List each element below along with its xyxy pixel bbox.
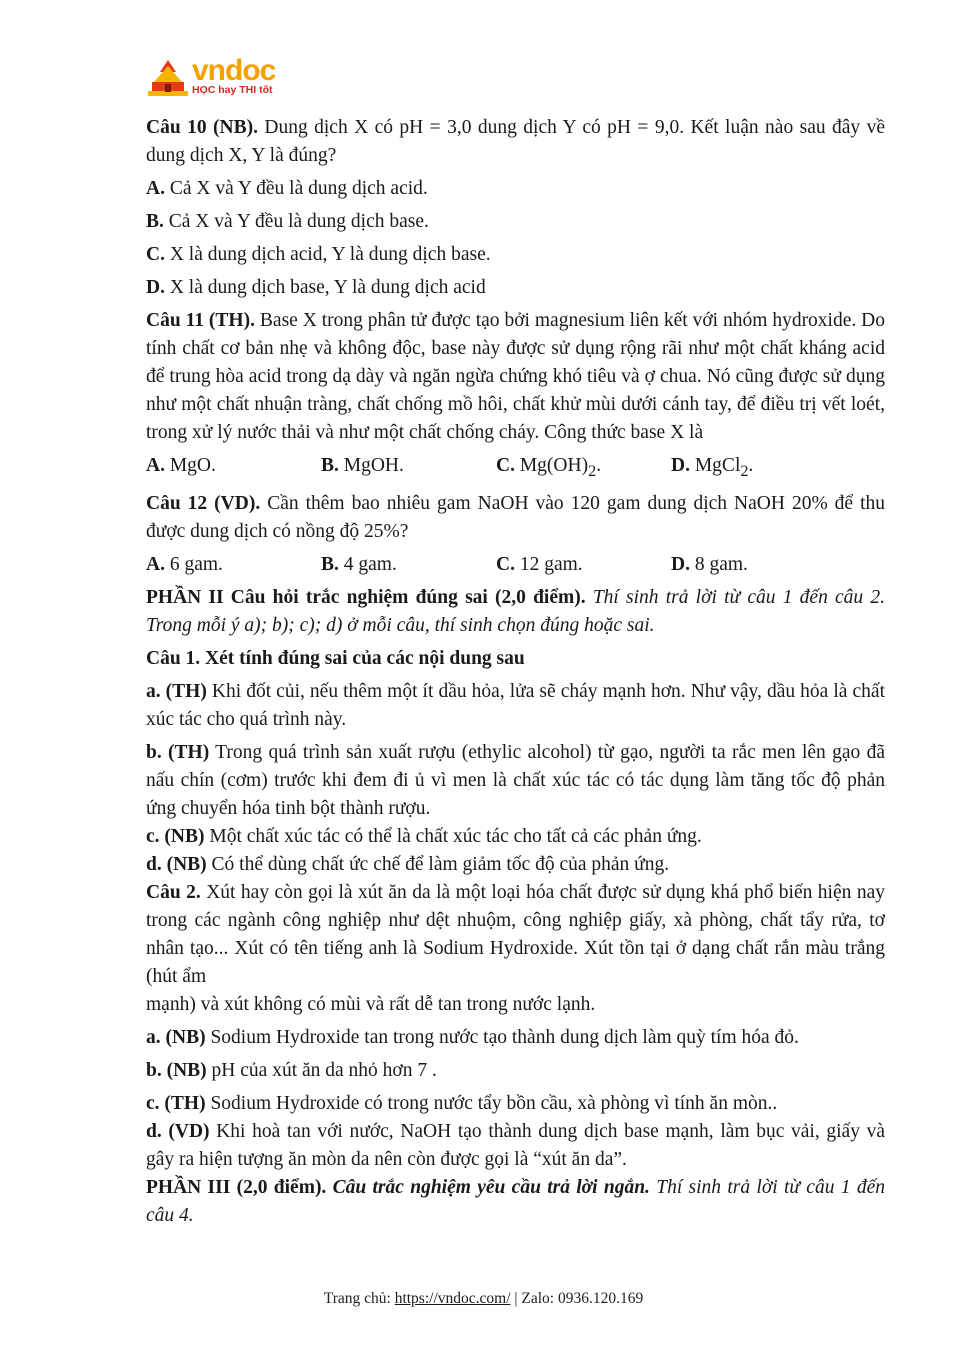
q12-option-c: C. 12 gam. bbox=[496, 553, 583, 575]
p2q1-item-d: d. (NB) Có thể dùng chất ức chế để làm giảm tốc độ của phản ứng. bbox=[146, 853, 670, 875]
homepage-link[interactable]: https://vndoc.com/ bbox=[394, 1290, 511, 1307]
p2q2-item-d: d. (VD) Khi hoà tan với nước, NaOH tạo thành dung dịch base mạnh, làm bục vải, giấy và gây ra hiện tượng ăn mòn da nên còn được gọi là “xút ăn da”. bbox=[146, 1120, 886, 1170]
question-11: Câu 11 (TH). Base X trong phân tử được tạo bởi magnesium liên kết với nhóm hydroxide. Do tính chất cơ bản nhẹ và không độc, base này được sử dụng rộng rãi như một chất kháng acid để trung hòa acid trong dạ dày và ngăn ngừa chứng khó tiêu và ợ chua. Nó cũng được sử dụng như một chất nhuận tràng, chất chống mồ hôi, chất khử mùi dưới cánh tay, để điều trị vết loét, trong xử lý nước thải và như một chất chống cháy. Công thức base X là bbox=[146, 310, 886, 443]
q12-option-a: A. 6 gam. bbox=[146, 553, 223, 575]
logo-wordmark: vndoc bbox=[192, 54, 276, 87]
p2q1-item-a: a. (TH) Khi đốt củi, nếu thêm một ít dầu hỏa, lửa sẽ cháy mạnh hơn. Như vậy, dầu hỏa là chất xúc tác cho quá trình này. bbox=[146, 680, 885, 730]
question-12: Câu 12 (VD). Cần thêm bao nhiêu gam NaOH vào 120 gam dung dịch NaOH 20% để thu được dung dịch có nồng độ 25%? bbox=[146, 492, 885, 542]
q12-option-d: D. 8 gam. bbox=[671, 553, 748, 575]
part-3-heading: PHẦN III (2,0 điểm). Câu trắc nghiệm yêu cầu trả lời ngắn. Thí sinh trả lời từ câu 1 đến câu 4. bbox=[146, 1176, 885, 1226]
p2q2-item-c: c. (TH) Sodium Hydroxide có trong nước tẩy bồn cầu, xà phòng vì tính ăn mòn.. bbox=[146, 1092, 778, 1114]
q11-options bbox=[146, 452, 885, 485]
p2q1-item-b: b. (TH) Trong quá trình sản xuất rượu (ethylic alcohol) từ gạo, người ta rắc men lên gạo đã nấu chín (cơm) trước khi đem đi ủ vì men là chất xúc tác có tác dụng làm tăng tốc độ phản ứng chuyển hóa tinh bột thành rượu. bbox=[146, 741, 885, 819]
vndoc-logo[interactable] bbox=[146, 54, 286, 102]
part2-question-2: Câu 2. Xút hay còn gọi là xút ăn da là một loại hóa chất được sử dụng khá phổ biến hiện nay trong các ngành công nghiệp như dệt nhuộm, công nghiệp giấy, xà phòng, chất tẩy rửa, tơ nhân tạo... Xút có tên tiếng anh là Sodium Hydroxide. Xút tồn tại ở dạng chất rắn màu trắng (hút ẩm bbox=[146, 881, 885, 987]
q11-option-b: B. MgOH. bbox=[321, 455, 404, 476]
q11-option-c: C. $Mg(OH)_2$. bbox=[496, 455, 602, 480]
q10-option-d: D. X là dung dịch base, Y là dung dịch acid bbox=[146, 277, 486, 298]
p2q1-item-c: c. (NB) Một chất xúc tác có thể là chất xúc tác cho tất cả các phản ứng. bbox=[146, 825, 702, 847]
p2q2-item-b: b. (NB) pH của xút ăn da nhỏ hơn 7 . bbox=[146, 1059, 437, 1081]
q10-option-a: A. Cả X và Y đều là dung dịch acid. bbox=[146, 178, 428, 199]
part2-question-2-cont: mạnh) và xút không có mùi và rất dễ tan trong nước lạnh. bbox=[146, 993, 596, 1015]
q12-options bbox=[146, 551, 885, 579]
q10-option-b: B. Cả X và Y đều là dung dịch base. bbox=[146, 211, 429, 232]
part-2-heading: PHẦN II Câu hỏi trắc nghiệm đúng sai (2,0 điểm). Thí sinh trả lời từ câu 1 đến câu 2. Trong mỗi ý a); b); c); d) ở mỗi câu, thí sinh chọn đúng hoặc sai. bbox=[146, 586, 885, 636]
q12-option-b: B. 4 gam. bbox=[321, 553, 397, 575]
document-body bbox=[146, 114, 885, 1235]
q10-option-c: C. X là dung dịch acid, Y là dung dịch base. bbox=[146, 244, 491, 265]
question-10: Câu 10 (NB). Dung dịch X có pH = 3,0 dung dịch Y có pH = 9,0. Kết luận nào sau đây về dung dịch X, Y là đúng? bbox=[146, 117, 885, 166]
temple-logo-icon bbox=[146, 58, 190, 98]
q11-option-d: D. MgCl$_2$. bbox=[671, 455, 754, 480]
page-footer: Trang chủ: https://vndoc.com/ | Zalo: 0936.120.169 bbox=[323, 1290, 644, 1307]
q11-option-a: A. MgO. bbox=[146, 455, 216, 476]
part2-question-1-title: Câu 1. Xét tính đúng sai của các nội dung sau bbox=[146, 647, 525, 669]
p2q2-item-a: a. (NB) Sodium Hydroxide tan trong nước tạo thành dung dịch làm quỳ tím hóa đỏ. bbox=[146, 1026, 799, 1048]
logo-tagline: HỌC hay THI tốt bbox=[192, 84, 273, 96]
